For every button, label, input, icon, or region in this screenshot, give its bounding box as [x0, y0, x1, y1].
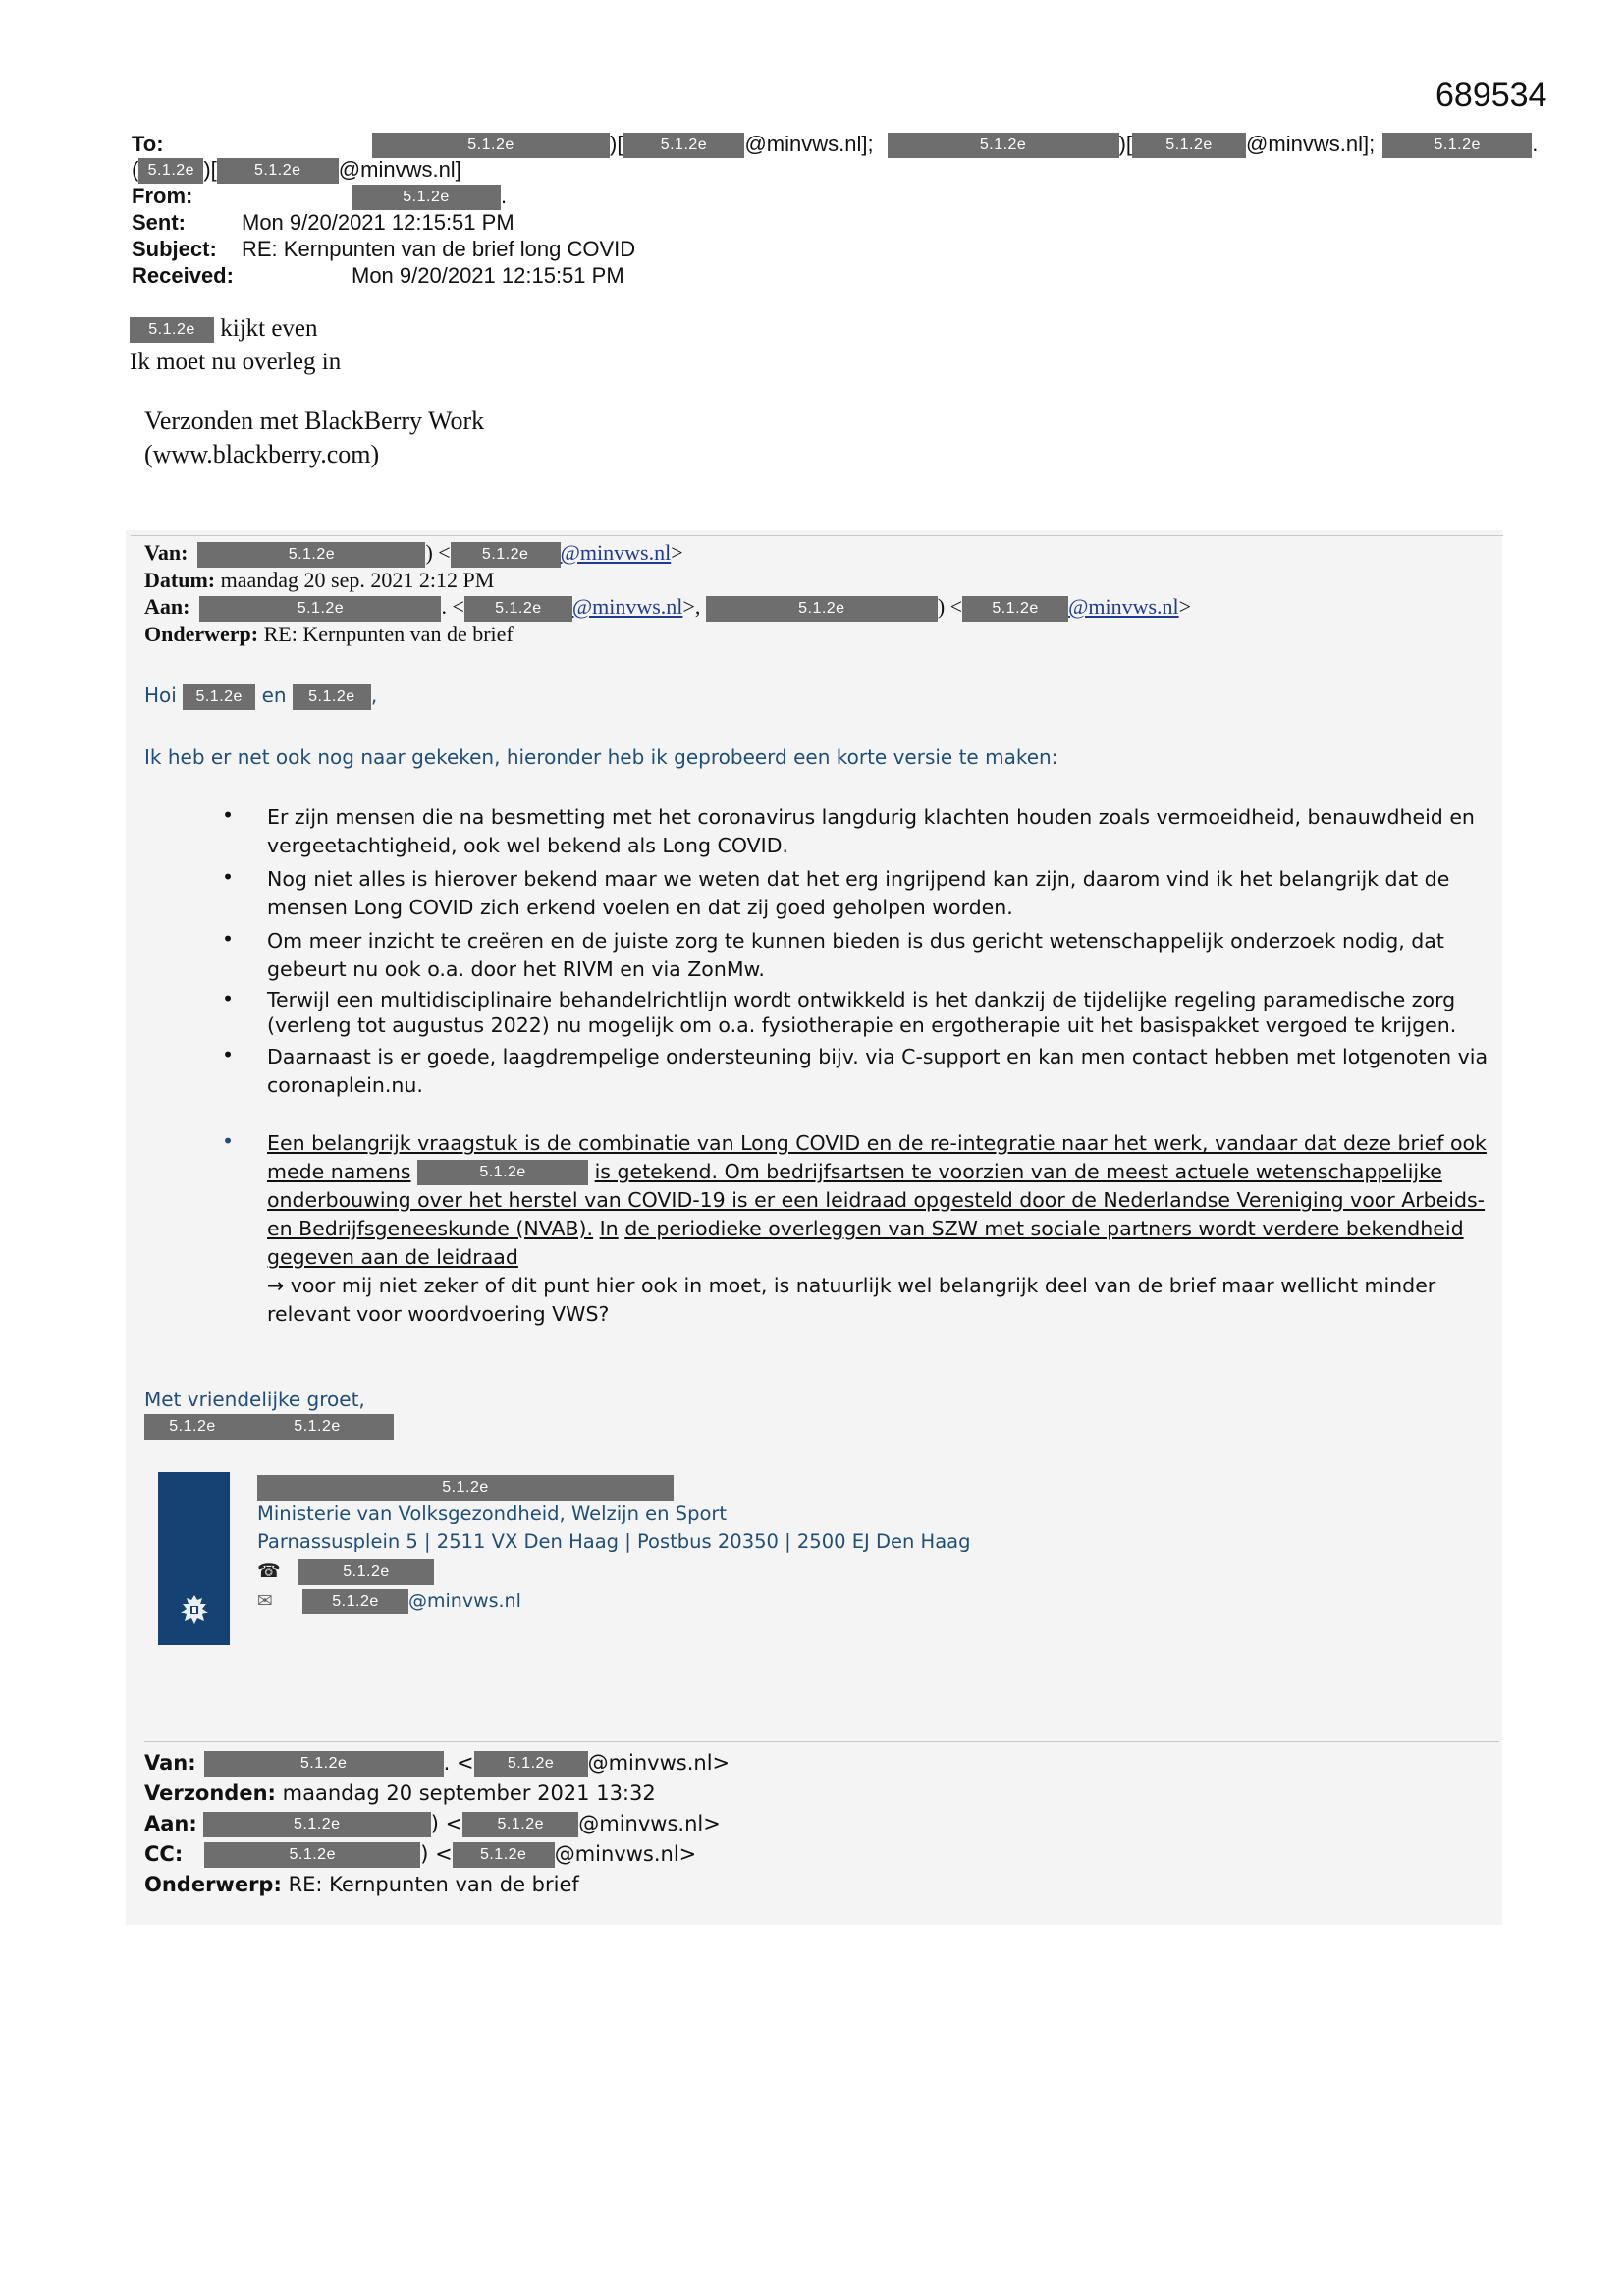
message1-van-label: Van: — [144, 540, 189, 565]
message2-cc-line: CC: 5.1.2e ) < 5.1.2e @minvws.nl> — [144, 1842, 697, 1866]
message2-aan-label: Aan: — [144, 1812, 197, 1835]
bullet-item: • Nog niet alles is hierover bekend maar we weten dat het erg ingrijpend kan zijn, daarom vind ik het belangrijk dat de mensen Long COVID zich erkend voelen en dat zij goed geholpen worden. — [222, 865, 1498, 922]
message1-bullet-list — [222, 803, 1498, 1329]
bullet-last-part-3: In — [599, 1217, 619, 1240]
sent-label: Sent: — [132, 210, 186, 235]
redacted-to-name-3: 5.1.2e — [1382, 133, 1532, 158]
redacted-message2-van-name: 5.1.2e — [204, 1751, 444, 1777]
signature-organisation — [257, 1501, 971, 1556]
to-line-1: To: 5.1.2e )[ 5.1.2e @minvws.nl]; 5.1.2e )[ 5.1.2e @minvws.nl]; 5.1.2e . — [132, 131, 1538, 158]
bullet-text-4: Terwijl een multidisciplinaire behandelrichtlijn wordt ontwikkeld is het dankzij de tijdelijke regeling paramedische zorg (verleng tot augustus 2022) nu mogelijk om o.a. fysiotherapie en ergotherapie uit het basispakket vergoed te krijgen. — [267, 988, 1457, 1037]
blackberry-signature — [144, 405, 484, 471]
blackberry-line-2: (www.blackberry.com) — [144, 440, 380, 468]
reply-line-2: Ik moet nu overleg in — [130, 349, 342, 375]
message2-aan-email[interactable]: @minvws.nl> — [578, 1812, 721, 1835]
to-label: To: — [132, 132, 164, 156]
from-line: From: 5.1.2e . — [132, 183, 507, 210]
message1-datum-value: maandag 20 sep. 2021 2:12 PM — [220, 568, 495, 592]
mail-icon: ✉ — [257, 1590, 273, 1612]
redacted-phone: 5.1.2e — [298, 1559, 434, 1585]
bullet-text-2: Nog niet alles is hierover bekend maar we weten dat het erg ingrijpend kan zijn, daarom vind ik het belangrijk dat de mensen Long COVID zich erkend voelen en dat zij goed geholpen worden. — [267, 867, 1450, 919]
redacted-message1-aan-user-1: 5.1.2e — [464, 596, 572, 622]
org-address: Parnassusplein 5 | 2511 VX Den Haag | Postbus 20350 | 2500 EJ Den Haag — [257, 1530, 971, 1553]
bullet-text-3: Om meer inzicht te creëren en de juiste zorg te kunnen bieden is dus gericht wetenschappelijk onderzoek nodig, dat gebeurt nu ook o.a. door het RIVM en via ZonMw. — [267, 929, 1444, 981]
redacted-to-name-4: 5.1.2e — [138, 158, 203, 184]
message2-verzonden-line — [144, 1778, 730, 1809]
bullet-last-part-4: de periodieke overleggen van SZW met sociale partners wordt verdere bekendheid gegeven aan de leidraad — [267, 1217, 1464, 1269]
redacted-message1-aan-name-1: 5.1.2e — [199, 596, 441, 622]
subject-label: Subject: — [132, 237, 217, 261]
message2-cc-label: CC: — [144, 1842, 184, 1866]
to-domain-3: @minvws.nl] — [338, 157, 461, 182]
bullet-item: • Terwijl een multidisciplinaire behandelrichtlijn wordt ontwikkeld is het dankzij de tijdelijke regeling paramedische zorg (verleng tot augustus 2022) nu mogelijk om o.a. fysiotherapie en ergotherapie uit het basispakket vergoed te krijgen. — [222, 987, 1498, 1038]
bullet-last-note: → voor mij niet zeker of dit punt hier ook in moet, is natuurlijk wel belangrijk deel van de brief maar wellicht minder relevant voor woordvoering VWS? — [267, 1274, 1436, 1326]
redacted-sig-fullname: 5.1.2e — [257, 1475, 674, 1501]
redacted-message1-van-name: 5.1.2e — [197, 542, 425, 568]
message1-van-line: Van: 5.1.2e ) < 5.1.2e @minvws.nl> — [144, 539, 683, 568]
message1-closing — [144, 1387, 394, 1440]
redacted-message1-aan-user-2: 5.1.2e — [962, 596, 1068, 622]
message1-aan-label: Aan: — [144, 594, 190, 619]
message2-onderwerp-line — [144, 1870, 730, 1900]
message2-verzonden-value: maandag 20 september 2021 13:32 — [282, 1781, 656, 1805]
greeting-hoi: Hoi — [144, 683, 177, 707]
redacted-to-name-1: 5.1.2e — [372, 133, 610, 158]
closing-text: Met vriendelijke groet, — [144, 1388, 365, 1411]
message1-aan-email-2[interactable]: @minvws.nl — [1068, 594, 1179, 619]
message1-datum-label: Datum: — [144, 568, 216, 592]
message1-van-email[interactable]: @minvws.nl — [560, 540, 672, 565]
message1-aan-line: Aan: 5.1.2e . < 5.1.2e @minvws.nl>, 5.1.2e ) < 5.1.2e @minvws.nl> — [144, 593, 1191, 622]
redacted-greeting-name-2: 5.1.2e — [293, 684, 371, 710]
redacted-to-user-4: 5.1.2e — [217, 158, 339, 184]
bullet-item-last: • Een belangrijk vraagstuk is de combinatie van Long COVID en de re-integratie naar het werk, vandaar dat deze brief ook mede namens 5.1.2e is getekend. Om bedrijfsartsen te voorzien van de meest actuele wetenschappelijke onderbouwing over het herstel van COVID-19 is er een leidraad opgesteld door de Nederlandse Vereniging voor Arbeids- en Bedrijfsgeneeskunde (NVAB). In de periodieke overleggen van SZW met sociale partners wordt verdere bekendheid gegeven aan de leidraad → voor mij niet zeker of dit punt hier ook in moet, is natuurlijk wel belangrijk deel van de brief maar wellicht minder relevant voor woordvoering VWS? — [222, 1129, 1498, 1329]
redacted-greeting-name-1: 5.1.2e — [183, 684, 255, 710]
message1-greeting: Hoi 5.1.2e en 5.1.2e , — [144, 682, 377, 710]
message-divider-1 — [131, 535, 1503, 536]
message1-onderwerp-line — [144, 621, 514, 648]
sent-value: Mon 9/20/2021 12:15:51 PM — [242, 210, 514, 235]
signature-mail-domain[interactable]: @minvws.nl — [408, 1590, 521, 1612]
redacted-to-user-1: 5.1.2e — [623, 133, 744, 158]
reply-line-1: kijkt even — [220, 315, 318, 342]
redacted-sig-first: 5.1.2e — [144, 1414, 241, 1440]
redacted-from: 5.1.2e — [352, 185, 501, 210]
message2-van-email[interactable]: @minvws.nl> — [587, 1751, 731, 1775]
greeting-en: en — [261, 683, 287, 707]
redacted-message2-van-user: 5.1.2e — [474, 1751, 588, 1777]
redacted-message2-aan-name: 5.1.2e — [203, 1812, 431, 1837]
signature-contact — [257, 1558, 521, 1614]
document-id: 689534 — [1435, 77, 1547, 114]
org-name: Ministerie van Volksgezondheid, Welzijn en Sport — [257, 1503, 728, 1525]
bullet-item: • Om meer inzicht te creëren en de juiste zorg te kunnen bieden is dus gericht wetenschappelijk onderzoek nodig, dat gebeurt nu ook o.a. door het RIVM en via ZonMw. — [222, 927, 1498, 984]
bullet-text-1: Er zijn mensen die na besmetting met het coronavirus langdurig klachten houden zoals vermoeidheid, benauwdheid en vergeetachtigheid, ook wel bekend als Long COVID. — [267, 805, 1475, 857]
bullet-item: • Daarnaast is er goede, laagdrempelige ondersteuning bijv. via C-support en kan men contact hebben met lotgenoten via coronaplein.nu. — [222, 1043, 1498, 1100]
to-domain-1: @minvws.nl]; — [744, 132, 874, 156]
received-value: Mon 9/20/2021 12:15:51 PM — [352, 263, 624, 288]
signature-name-redaction — [257, 1475, 674, 1501]
message2-onderwerp-label: Onderwerp: — [144, 1873, 282, 1896]
message1-intro: Ik heb er net ook nog naar gekeken, hieronder heb ik geprobeerd een korte versie te maken: — [144, 745, 1058, 769]
message-divider-2 — [144, 1741, 1499, 1742]
redacted-message2-cc-name: 5.1.2e — [204, 1842, 420, 1868]
received-line — [132, 262, 624, 289]
message1-onderwerp-label: Onderwerp: — [144, 622, 259, 646]
redacted-reply-name: 5.1.2e — [130, 317, 214, 343]
redacted-message1-aan-name-2: 5.1.2e — [706, 596, 938, 622]
reply-body — [130, 312, 341, 379]
redacted-sig-last: 5.1.2e — [241, 1414, 394, 1440]
bullet-text-5: Daarnaast is er goede, laagdrempelige ondersteuning bijv. via C-support en kan men contact hebben met lotgenoten via coronaplein.nu. — [267, 1045, 1489, 1097]
bullet-last-part-2: is getekend. Om bedrijfsartsen te voorzien van de meest actuele wetenschappelijke onderbouwing over het herstel van COVID-19 is er een leidraad opgesteld door de Nederlandse Vereniging voor Arbeids- en Bedrijfsgeneeskunde (NVAB). — [267, 1160, 1486, 1240]
message2-cc-email[interactable]: @minvws.nl> — [554, 1842, 697, 1866]
rijksoverheid-logo — [158, 1472, 230, 1645]
to-line-2: ( 5.1.2e )[ 5.1.2e @minvws.nl] — [132, 156, 461, 184]
redacted-to-name-2: 5.1.2e — [888, 133, 1119, 158]
message2-aan-line: Aan: 5.1.2e ) < 5.1.2e @minvws.nl> — [144, 1812, 721, 1835]
redacted-message1-van-user: 5.1.2e — [451, 542, 561, 568]
crest-icon — [174, 1592, 215, 1627]
redacted-bullet-name: 5.1.2e — [417, 1160, 588, 1185]
redacted-to-user-2: 5.1.2e — [1132, 133, 1246, 158]
bullet-item: • Er zijn mensen die na besmetting met het coronavirus langdurig klachten houden zoals vermoeidheid, benauwdheid en vergeetachtigheid, ook wel bekend als Long COVID. — [222, 803, 1498, 860]
bullet-last-part-1: Een belangrijk vraagstuk is de combinatie van Long COVID en de re-integratie naar het werk, vandaar dat deze brief ook mede namens — [267, 1131, 1487, 1183]
message2-header — [144, 1748, 730, 1900]
message2-verzonden-label: Verzonden: — [144, 1781, 276, 1805]
sent-line — [132, 209, 514, 236]
message1-onderwerp-value: RE: Kernpunten van de brief — [263, 622, 514, 646]
message1-aan-email-1[interactable]: @minvws.nl — [571, 594, 683, 619]
redacted-message2-cc-user: 5.1.2e — [453, 1842, 555, 1868]
redacted-mail-user: 5.1.2e — [302, 1589, 408, 1614]
received-label: Received: — [132, 263, 234, 288]
subject-value: RE: Kernpunten van de brief long COVID — [242, 237, 636, 261]
message2-van-line: Van: 5.1.2e . < 5.1.2e @minvws.nl> — [144, 1751, 731, 1775]
from-label: From: — [132, 184, 193, 208]
message2-van-label: Van: — [144, 1751, 196, 1775]
subject-line — [132, 236, 635, 262]
to-domain-2: @minvws.nl]; — [1246, 132, 1376, 156]
phone-icon: ☎ — [257, 1560, 281, 1582]
redacted-message2-aan-user: 5.1.2e — [462, 1812, 578, 1837]
blackberry-line-1: Verzonden met BlackBerry Work — [144, 407, 485, 435]
message2-onderwerp-value: RE: Kernpunten van de brief — [288, 1873, 579, 1896]
message1-datum-line — [144, 567, 494, 594]
